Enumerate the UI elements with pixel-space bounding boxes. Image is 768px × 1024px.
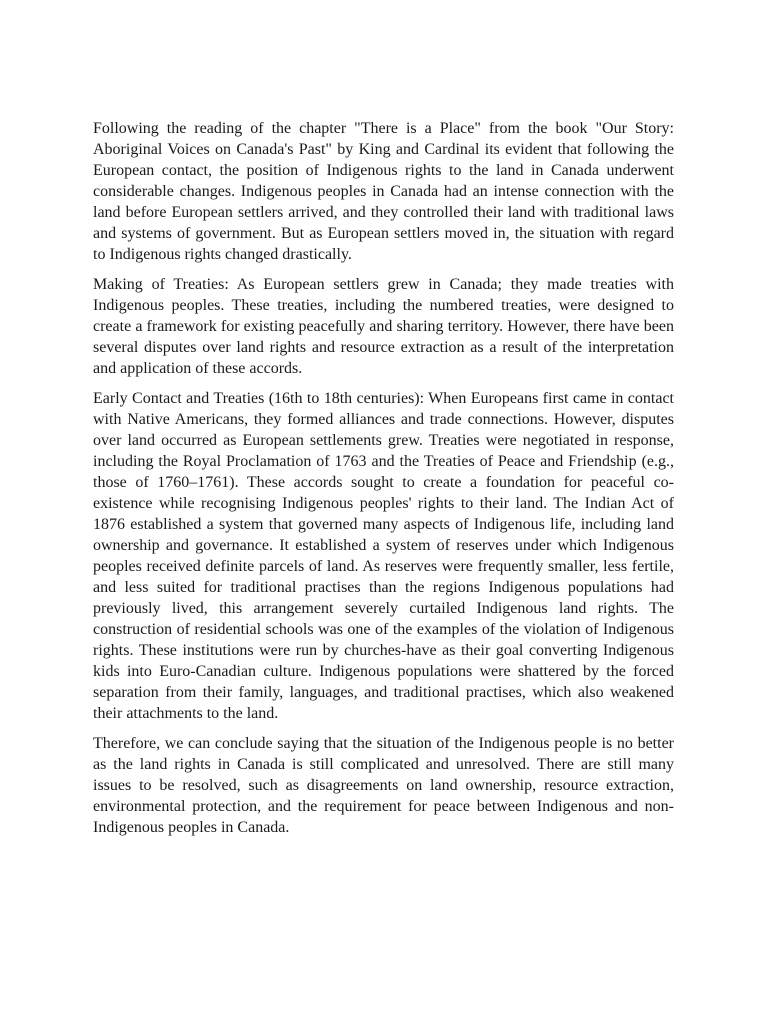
document-body [93,118,674,847]
paragraph-introduction: Following the reading of the chapter "There is a Place" from the book "Our Story: Aboriginal Voices on Canada's Past" by King and Cardinal its evident that following the European contact, the position of Indigenous rights to the land in Canada underwent considerable changes. Indigenous peoples in Canada had an intense connection with the land before European settlers arrived, and they controlled their land with traditional laws and systems of government. But as European settlers moved in, the situation with regard to Indigenous rights changed drastically. [93,120,674,263]
paragraph-making-of-treaties: Making of Treaties: As European settlers grew in Canada; they made treaties with Indigenous peoples. These treaties, including the numbered treaties, were designed to create a framework for existing peacefully and sharing territory. However, there have been several disputes over land rights and resource extraction as a result of the interpretation and application of these accords. [93,276,674,377]
paragraph-conclusion: Therefore, we can conclude saying that the situation of the Indigenous people is no better as the land rights in Canada is still complicated and unresolved. There are still many issues to be resolved, such as disagreements on land ownership, resource extraction, environmental protection, and the requirement for peace between Indigenous and non-Indigenous peoples in Canada. [93,735,674,836]
paragraph-early-contact: Early Contact and Treaties (16th to 18th centuries): When Europeans first came in contact with Native Americans, they formed alliances and trade connections. However, disputes over land occurred as European settlements grew. Treaties were negotiated in response, including the Royal Proclamation of 1763 and the Treaties of Peace and Friendship (e.g., those of 1760–1761). These accords sought to create a foundation for peaceful co-existence while recognising Indigenous peoples' rights to their land. The Indian Act of 1876 established a system that governed many aspects of Indigenous life, including land ownership and governance. It established a system of reserves under which Indigenous peoples received definite parcels of land. As reserves were frequently smaller, less fertile, and less suited for traditional practises than the regions Indigenous populations had previously lived, this arrangement severely curtailed Indigenous land rights. The construction of residential schools was one of the examples of the violation of Indigenous rights. These institutions were run by churches-have as their goal converting Indigenous kids into Euro-Canadian culture. Indigenous populations were shattered by the forced separation from their family, languages, and traditional practises, which also weakened their attachments to the land. [93,390,674,722]
